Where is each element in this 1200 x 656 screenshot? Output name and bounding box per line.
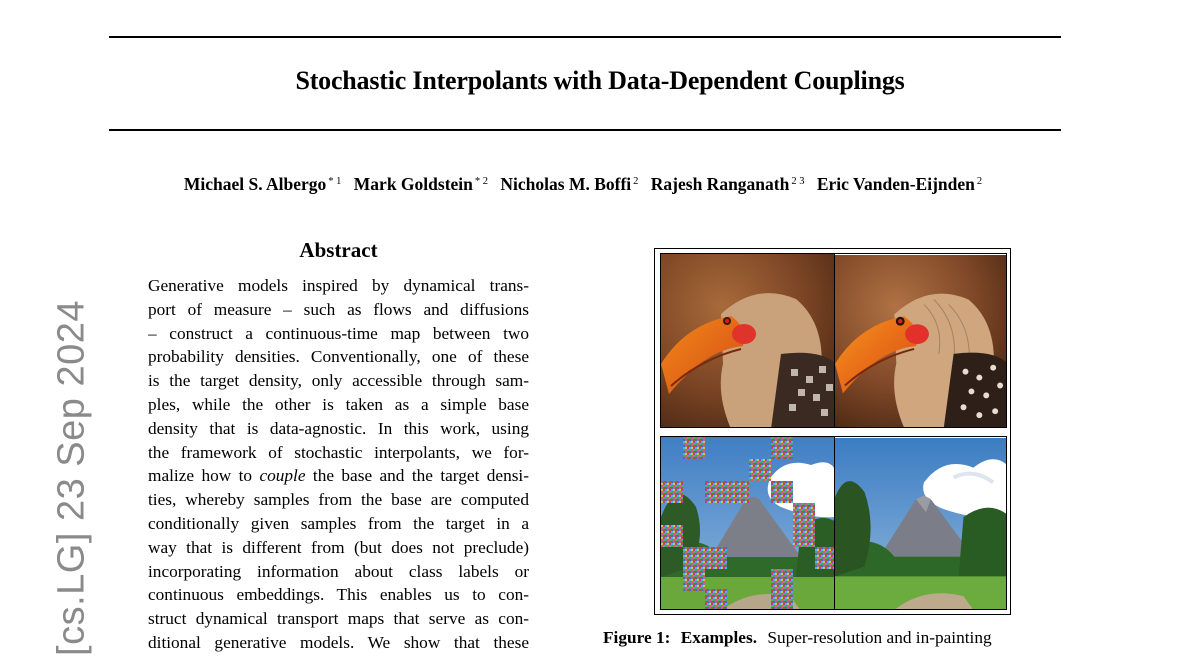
hornbill-lowres-illustration [661, 254, 835, 428]
abstract-line: continuous embeddings. This enables us to con- [148, 585, 529, 605]
volcano-inpainted-illustration [835, 437, 1007, 610]
abstract-line: ties, whereby samples from the base are computed [148, 490, 529, 510]
abstract-heading: Abstract [299, 238, 378, 262]
figure-image-volcano-inpainted [834, 436, 1007, 610]
abstract-line: malize how to couple the base and the target densi- [148, 466, 529, 486]
author: Rajesh Ranganath $^{2 3}$ [650, 174, 805, 194]
abstract-line: is the target density, only accessible through sam- [148, 371, 529, 391]
abstract-line: Generative models inspired by dynamical trans- [148, 276, 529, 295]
abstract-line: ples, while the other is taken as a simple base [148, 394, 529, 414]
abstract-line: conditionally given samples from the target in a [148, 513, 529, 533]
author: Eric Vanden-Eijnden $^2$ [816, 174, 983, 194]
abstract-line: struct dynamical transport maps that serve as con- [148, 609, 529, 629]
author: Nicholas M. Boffi $^2$ [500, 174, 639, 194]
author: Mark Goldstein $^{* 2}$ [353, 174, 489, 194]
title-bottom-rule [109, 129, 1061, 131]
author-list [0, 174, 1166, 195]
abstract-line: probability densities. Conventionally, one of these [148, 347, 529, 367]
figure-image-hornbill-lowres [660, 253, 835, 428]
caption-text: Super-resolution and in-painting [767, 628, 992, 647]
abstract-line: density that is data-agnostic. In this work, using [148, 418, 529, 438]
abstract-line: port of measure – such as flows and diffusions [148, 299, 529, 319]
caption-bold: Examples. [680, 628, 758, 647]
author: Michael S. Albergo $^{* 1}$ [183, 174, 342, 194]
figure-1-caption [603, 628, 1061, 648]
figure-image-volcano-masked [660, 436, 835, 610]
volcano-masked-illustration [661, 437, 835, 610]
caption-label: Figure 1: [603, 628, 671, 647]
abstract-line: ditional generative models. We show that these [148, 632, 529, 652]
top-rule [109, 36, 1061, 38]
figure-image-hornbill-superres [834, 253, 1007, 428]
abstract-line: – construct a continuous-time map between two [148, 323, 529, 343]
figure-1 [654, 248, 1011, 615]
paper-title: Stochastic Interpolants with Data-Dependent Couplings [295, 66, 905, 95]
arxiv-side-stamp: [cs.LG] 23 Sep 2024 [50, 300, 93, 656]
abstract-line: incorporating information about class labels or [148, 561, 529, 581]
hornbill-superres-illustration [835, 254, 1007, 428]
abstract-line: the framework of stochastic interpolants, we for- [148, 442, 529, 462]
abstract-body [148, 274, 529, 655]
abstract-line: way that is different from (but does not preclude) [148, 537, 529, 557]
